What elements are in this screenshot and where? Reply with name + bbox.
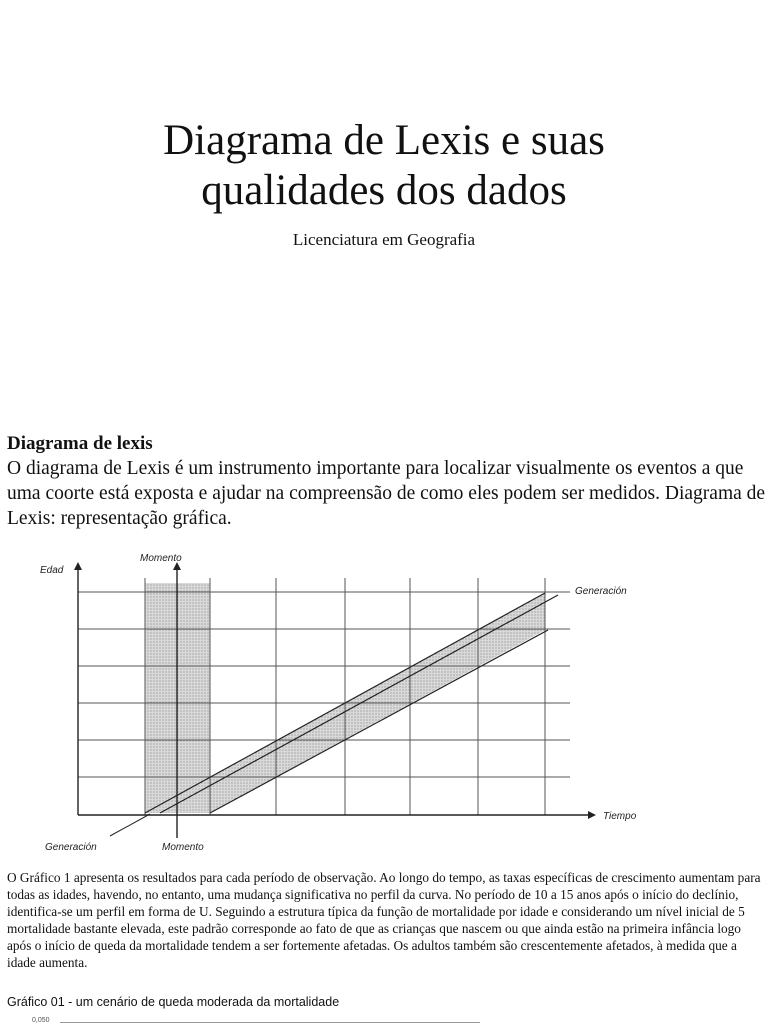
title-line-2: qualidades dos dados xyxy=(201,167,567,214)
title-line-1: Diagrama de Lexis e suas xyxy=(163,117,605,164)
chart-caption: Gráfico 01 - um cenário de queda moderada da mortalidade xyxy=(7,995,340,1009)
page-subtitle: Licenciatura em Geografia xyxy=(292,230,476,249)
cutoff-axis-line xyxy=(60,1022,480,1023)
section-body: O diagrama de Lexis é um instrumento importante para localizar visualmente os eventos a que uma coorte está exposta e ajudar na compreensão de como eles podem ser medidos. Diagrama de Lexis: representação gráfica. xyxy=(7,458,766,529)
momento-bottom-label: Momento xyxy=(162,842,204,853)
body-paragraph: O Gráfico 1 apresenta os resultados para cada período de observação. Ao longo do tempo, as taxas específicas de crescimento aumentam para todas as idades, havendo, no entanto, uma mudança significativa no perfil da curva. No período de 10 a 15 anos após o início do declínio, identifica-se um perfil em forma de U. Seguindo a estrutura típica da função de mortalidade por idade e considerando um nível inicial de 5 mortalidade bastante elevada, este padrão corresponde ao fato de que as crianças que nascem ou que ainda estão na primeira infância logo após o início de queda da mortalidade tendem a ser fortemente afetadas. Os adultos também são crescentemente afetados, à medida que a idade aumenta. xyxy=(7,870,761,970)
x-axis-arrow xyxy=(588,811,596,819)
section-heading: Diagrama de lexis xyxy=(7,433,153,454)
lexis-diagram xyxy=(0,548,768,858)
cutoff-axis-label: 0,050 xyxy=(32,1017,50,1024)
y-axis-label: Edad xyxy=(40,565,64,576)
y-axis-arrow xyxy=(74,562,82,570)
generacion-bottom-label: Generación xyxy=(45,842,97,853)
x-axis-label: Tiempo xyxy=(603,811,637,822)
generacion-right-label: Generación xyxy=(575,586,627,597)
page-title xyxy=(0,116,768,216)
momento-top-label: Momento xyxy=(140,553,182,564)
generacion-pointer xyxy=(110,814,150,836)
